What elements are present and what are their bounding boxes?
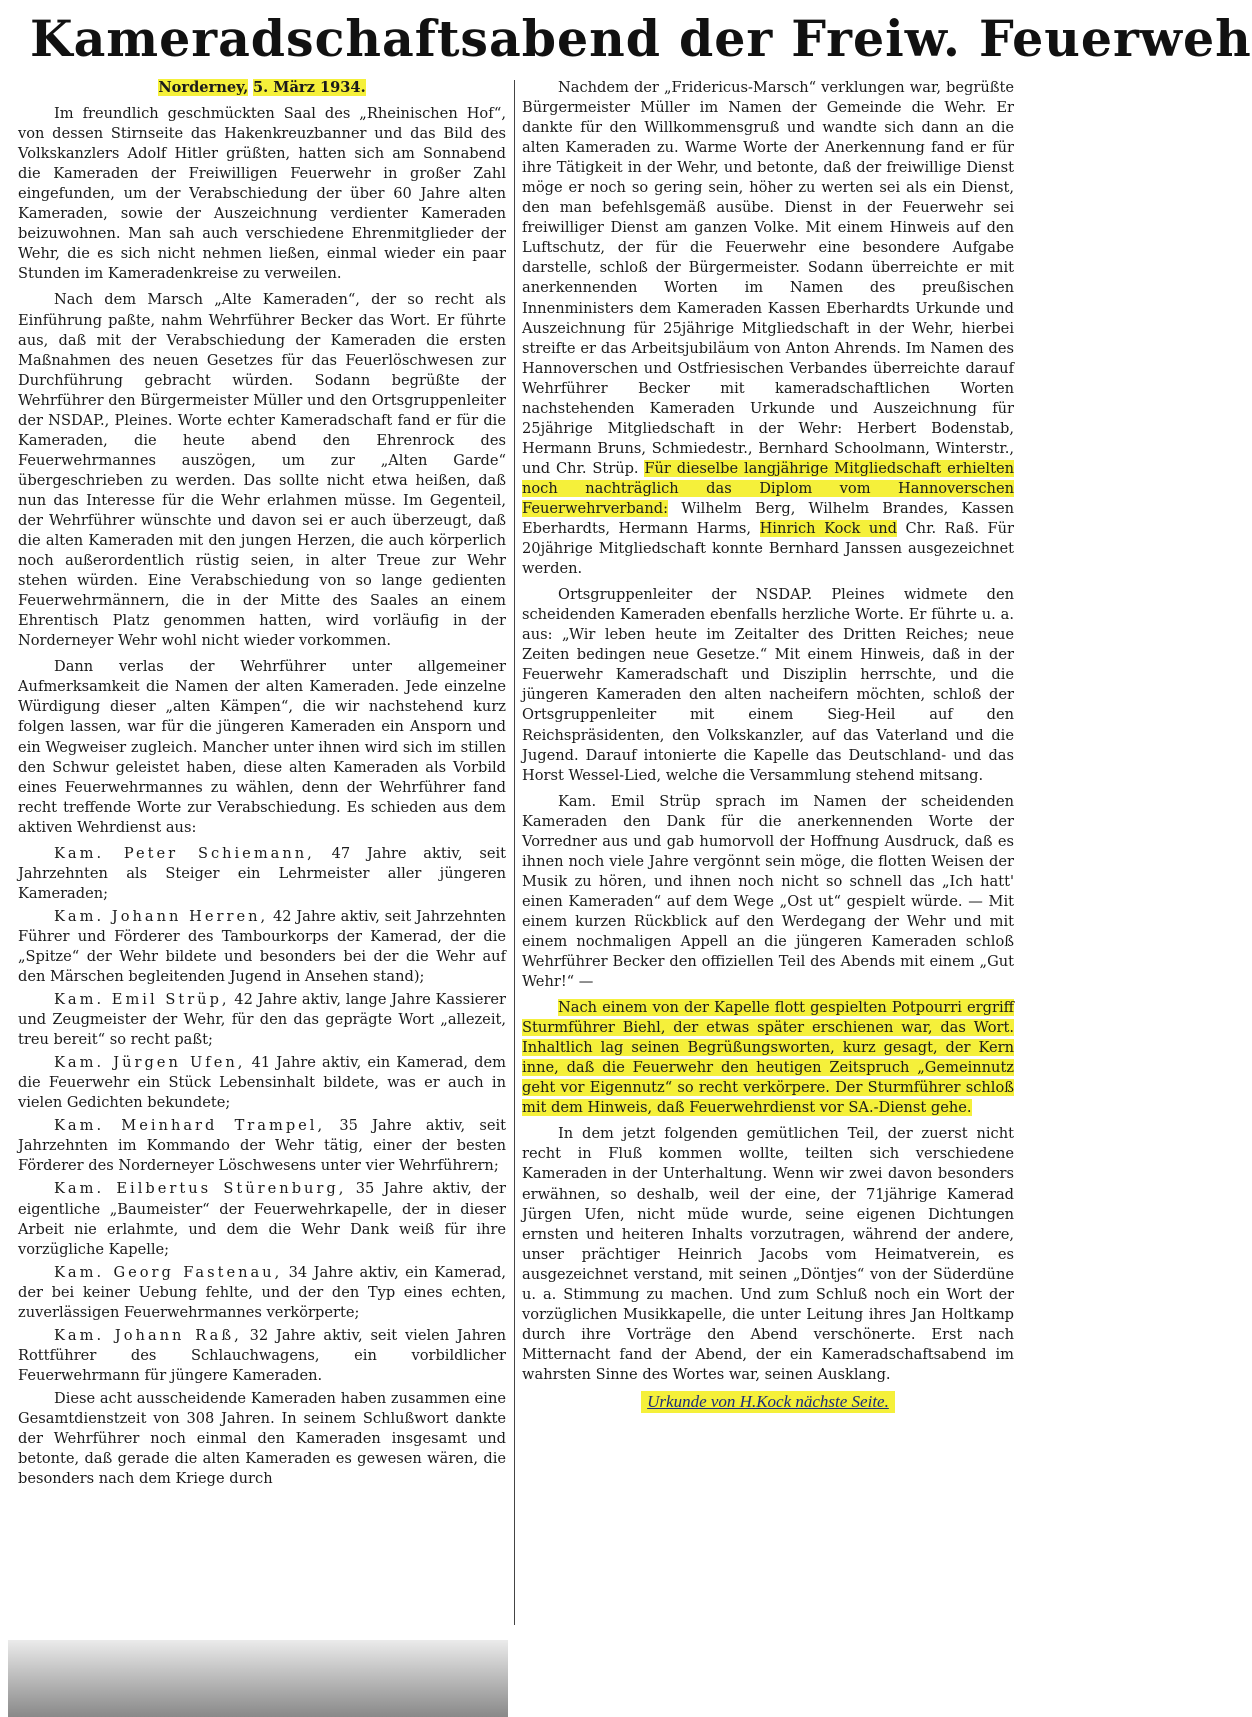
damaged-scan-area: [8, 1640, 508, 1717]
left-closing-paragraph: Diese acht ausscheidende Kameraden haben zusammen eine Gesamtdienstzeit von 308 Jahren. In seinem Schlußwort dankte der Wehrführer noch einmal den Kameraden insgesamt und betonte, daß gerade die alten Kameraden es gewesen wären, die besonders nach dem Kriege durch: [18, 1389, 506, 1488]
left-column: [18, 78, 506, 1638]
retiree-text: 34 Jahre aktiv, ein Kamerad, der bei keiner Uebung fehlte, und der den Typ eines echten, zuverlässigen Feuerwehrmannes verkörperte;: [18, 1263, 507, 1321]
retiree-name: Kam. Meinhard Trampel,: [54, 1117, 326, 1135]
left-paragraph-3: Dann verlas der Wehrführer unter allgemeiner Aufmerksamkeit die Namen der alten Kameraden. Jede einzelne Würdigung dieser „alten Kämpen“, die wir nachstehend kurz folgen lassen, war für die jüngeren Kameraden ein Ansporn und ein Wegweiser zugleich. Mancher unter ihnen wird sich im stillen den Schwur geleistet haben, diese alten Kameraden als Vorbild eines Feuerwehrmannes zu wählen, denn der Wehrführer fand recht treffende Worte zur Verabschiedung. Es schieden aus dem aktiven Wehrdienst aus:: [18, 658, 506, 836]
retiree-name: Kam. Emil Strüp,: [54, 991, 230, 1009]
highlight-kock: Hinrich Kock und: [759, 520, 898, 538]
dateline: [18, 78, 506, 98]
retiree-entry: [18, 1179, 506, 1259]
retiree-entry: [18, 844, 506, 904]
note-next-page: Urkunde von H.Kock nächste Seite.: [641, 1391, 895, 1413]
retiree-text: 47 Jahre aktiv, seit Jahrzehnten als Steiger ein Lehrmeister aller jüngeren Kameraden;: [18, 844, 506, 902]
right-paragraph-1-text: Nachdem der „Fridericus-Marsch“ verklungen war, begrüßte Bürgermeister Müller im Namen der Gemeinde die Wehr. Er dankte für den Willkommensgruß und wandte sich dann an die alten Kameraden zu. Warme Worte der Anerkennung fand er für ihre Tätigkeit in der Wehr, und betonte, daß der freiwillige Dienst möge er noch so gering sein, höher zu werten sei als ein Dienst, den man befehlsgemäß ausübe. Dienst in der Feuerwehr sei freiwilliger Dienst am ganzen Volke. Mit einem Hinweis auf den Luftschutz, der für die Feuerwehr eine besondere Aufgabe darstelle, schloß der Bürgermeister. Sodann überreichte er mit anerkennenden Worten im Namen des preußischen Innenministers dem Kameraden Kassen Eberhardts Urkunde und Auszeichnung für 25jährige Mitgliedschaft in der Wehr, hierbei streifte er das Arbeitsjubiläum von Anton Ahrends. Im Namen des Hannoverschen und Ostfriesischen Verbandes überreichte darauf Wehrführer Becker mit kameradschaftlichen Worten nachstehenden Kameraden Urkunde und Auszeichnung für 25jährige Mitgliedschaft in der Wehr: Herbert Bodenstab, Hermann Bruns, Schmiedestr., Bernhard Schoolmann, Winterstr., und Chr. Strüp.: [522, 79, 1014, 477]
note-container: [522, 1391, 1014, 1413]
retiree-entry: [18, 1116, 506, 1176]
highlight-sturmfuehrer: Nach einem von der Kapelle flott gespielten Potpourri ergriff Sturmführer Biehl, der etwas später erschienen war, das Wort. Inhaltlich lag seinen Begrüßungsworten, kurz gesagt, der Kern inne, daß die Feuerwehr den heutigen Zeitspruch „Gemeinnutz geht vor Eigennutz“ so recht verkörpere. Der Sturmführer schloß mit dem Hinweis, daß Feuerwehrdienst vor SA.-Dienst gehe.: [522, 999, 1014, 1117]
retiree-name: Kam. Peter Schiemann,: [54, 844, 315, 862]
right-paragraph-1-names: Wilhelm Berg, Wilhelm Brandes, Kassen Eberhardts, Hermann Harms,: [522, 499, 1015, 538]
retiree-entry: [18, 1053, 506, 1113]
retiree-entry: [18, 1263, 506, 1323]
left-paragraph-1: Im freundlich geschmückten Saal des „Rheinischen Hof“, von dessen Stirnseite das Hakenkreuzbanner und das Bild des Volkskanzlers Adolf Hitler grüßten, hatten sich am Sonnabend die Kameraden der Freiwilligen Feuerwehr in großer Zahl eingefunden, um der Verabschiedung der über 60 Jahre alten Kameraden, sowie der Auszeichnung verdienter Kameraden beizuwohnen. Man sah auch verschiedene Ehrenmitglieder der Wehr, die es sich nicht nehmen ließen, einmal wieder ein paar Stunden im Kameradenkreise zu verweilen.: [18, 105, 506, 283]
retiree-text: 32 Jahre aktiv, seit vielen Jahren Rottführer des Schlauchwagens, ein vorbildlicher Feuerwehrmann für jüngere Kameraden.: [18, 1326, 506, 1384]
retiree-entry: [18, 990, 506, 1050]
retiree-name: Kam. Eilbertus Stürenburg,: [54, 1180, 347, 1198]
retiree-text: 35 Jahre aktiv, seit Jahrzehnten im Kommando der Wehr tätig, einer der besten Förderer des Norderneyer Löschwesens unter vier Wehrführern;: [18, 1117, 506, 1175]
right-column: [522, 78, 1014, 1608]
retiree-name: Kam. Johann Herren,: [54, 907, 269, 925]
retiree-name: Kam. Georg Fastenau,: [54, 1263, 283, 1281]
left-paragraph-2: Nach dem Marsch „Alte Kameraden“, der so recht als Einführung paßte, nahm Wehrführer Becker das Wort. Er führte aus, daß mit der Verabschiedung der Kameraden die ersten Maßnahmen des neuen Gesetzes für das Feuerlöschwesen zur Durchführung gebracht würden. Sodann begrüßte der Wehrführer den Bürgermeister Müller und den Ortsgruppenleiter der NSDAP., Pleines. Worte echter Kameradschaft fand er für die Kameraden, die heute abend den Ehrenrock des Feuerwehrmannes auszögen, um zur „Alten Garde“ übergeschrieben zu werden. Das sollte nicht etwa heißen, daß nun das Interesse für die Wehr erlahmen müsse. Im Gegenteil, der Wehrführer wünschte und davon sei er auch überzeugt, daß die alten Kameraden mit den jungen Herzen, die auch körperlich noch außerordentlich rüstig seien, in alter Treue zur Wehr stehen würden. Eine Verabschiedung von so lange gedienten Feuerwehrmännern, die in der Mitte des Saales an einem Ehrentisch Platz genommen hatten, wird vorläufig in der Norderneyer Wehr wohl nicht wieder vorkommen.: [18, 291, 506, 650]
right-paragraph-3: Kam. Emil Strüp sprach im Namen der scheidenden Kameraden den Dank für die anerkennenden Worte der Vorredner aus und gab humorvoll der Hoffnung Ausdruck, daß es ihnen noch viele Jahre vergönnt sein möge, die flotten Weisen der Musik zu hören, und ihnen noch nicht so schnell das „Ich hatt' einen Kameraden“ auf dem Wege „Ost ut“ gespielt würde. — Mit einem kurzen Rückblick auf den Werdegang der Wehr und mit einem nochmaligen Appell an die jüngeren Kameraden schloß Wehrführer Becker den offiziellen Teil des Abends mit einem „Gut Wehr!“ —: [522, 792, 1014, 991]
dateline-place: Norderney,: [158, 79, 249, 96]
right-paragraph-5: In dem jetzt folgenden gemütlichen Teil, der zuerst nicht recht in Fluß kommen wollte, teilten sich verschiedene Kameraden in der Unterhaltung. Wenn wir zwei davon besonders erwähnen, so deshalb, weil der eine, der 71jährige Kamerad Jürgen Ufen, nicht müde wurde, seine eigenen Dichtungen ernsten und heiteren Inhalts vorzutragen, während der andere, unser prächtiger Heinrich Jacobs vom Heimatverein, es ausgezeichnet verstand, mit seinen „Döntjes“ von der Süderdüne u. a. Stimmung zu machen. Und zum Schluß noch ein Wort der vorzüglichen Musikkapelle, die unter Leitung ihres Jan Holtkamp durch ihre Vorträge den Abend verschönerte. Erst nach Mitternacht fand der Abend, der ein Kameradschaftsabend im wahrsten Sinne des Wortes war, seinen Ausklang.: [522, 1125, 1014, 1383]
highlight-diploma: Für dieselbe langjährige Mitgliedschaft erhielten noch nachträglich das Diplom vom Hannoverschen Feuerwehrverband:: [522, 459, 1015, 517]
retiree-name: Kam. Johann Raß,: [54, 1326, 242, 1344]
retiree-text: 35 Jahre aktiv, der eigentliche „Baumeister“ der Feuerwehrkapelle, der in dieser Arbeit nie erlahmte, und dem die Wehr Dank weiß für ihre vorzügliche Kapelle;: [18, 1180, 506, 1258]
right-paragraph-1: [522, 78, 1014, 579]
dateline-date: 5. März 1934.: [252, 79, 366, 96]
headline: Kameradschaftsabend der Freiw. Feuerweh: [30, 9, 1252, 68]
retiree-entry: [18, 1326, 506, 1386]
right-paragraph-4: [522, 998, 1014, 1118]
right-paragraph-2: Ortsgruppenleiter der NSDAP. Pleines widmete den scheidenden Kameraden ebenfalls herzliche Worte. Er führte u. a. aus: „Wir leben heute im Zeitalter des Dritten Reiches; neue Zeiten bedingen neue Gesetze.“ Mit einem Hinweis, daß in der Feuerwehr Kameradschaft und Disziplin herrschte, und die jüngeren Kameraden den alten nacheifern möchten, schloß der Ortsgruppenleiter mit einem Sieg-Heil auf den Reichspräsidenten, den Volkskanzler, auf das Vaterland und die Jugend. Darauf intonierte die Kapelle das Deutschland- und das Horst Wessel-Lied, welche die Versammlung stehend mitsang.: [522, 586, 1014, 784]
retiree-entry: [18, 907, 506, 987]
retiree-text: 42 Jahre aktiv, seit Jahrzehnten Führer und Förderer des Tambourkorps der Kamerad, der die „Spitze“ der Wehr bildete und besonders bei der die Wehr auf den Märschen begleitenden Jugend in Ansehen stand);: [18, 907, 506, 986]
right-paragraph-1-end: Chr. Raß. Für 20jährige Mitgliedschaft konnte Bernhard Janssen ausgezeichnet werden.: [522, 520, 1014, 578]
column-divider: [514, 80, 515, 1625]
retiree-text: 42 Jahre aktiv, lange Jahre Kassierer und Zeugmeister der Wehr, für den das geprägte Wort „allezeit, treu bereit“ so recht paßt;: [18, 991, 506, 1049]
retiree-name: Kam. Jürgen Ufen,: [54, 1054, 246, 1072]
retiree-text: 41 Jahre aktiv, ein Kamerad, dem die Feuerwehr ein Stück Lebensinhalt bildete, was er auch in vielen Gedichten bekundete;: [18, 1054, 506, 1112]
